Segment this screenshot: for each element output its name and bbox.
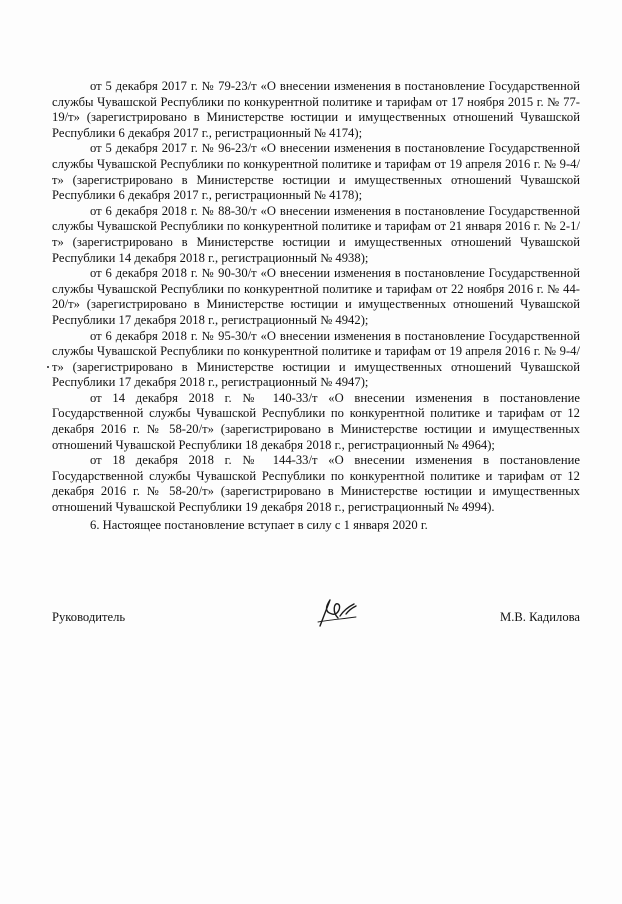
signature-block [52, 608, 580, 638]
signatory-title: Руководитель [52, 610, 126, 624]
list-item: от 5 декабря 2017 г. № 96-23/т «О внесении изменения в постановление Государственной службы Чувашской Республики по конкурентной политике и тарифам от 19 апреля 2016 г. № 9-4/т» (зарегистрировано в Министерстве юстиции и имущественных отношений Чувашской Республики 6 декабря 2017 г., регистрационный № 4178); [52, 141, 580, 203]
effective-date-clause: 6. Настоящее постановление вступает в силу с 1 января 2020 г. [90, 517, 428, 532]
list-item: от 18 декабря 2018 г. № 144-33/т «О внесении изменения в постановление Государственной службы Чувашской Республики по конкурентной политике и тарифам от 12 декабря 2016 г. № 58-20/т» (зарегистрировано в Министерстве юстиции и имущественных отношений Чувашской Республики 19 декабря 2018 г., регистрационный № 4994). [52, 453, 580, 515]
signatory-name: М.В. Кадилова [500, 610, 580, 624]
handwritten-signature-icon [316, 596, 360, 630]
document-body [52, 79, 580, 533]
list-item: от 6 декабря 2018 г. № 95-30/т «О внесении изменения в постановление Государственной службы Чувашской Республики по конкурентной политике и тарифам от 19 апреля 2016 г. № 9-4/т» (зарегистрировано в Министерстве юстиции и имущественных отношений Чувашской Республики 17 декабря 2018 г., регистрационный № 4947); [52, 328, 580, 390]
list-item: от 6 декабря 2018 г. № 88-30/т «О внесении изменения в постановление Государственной службы Чувашской Республики по конкурентной политике и тарифам от 21 января 2016 г. № 2-1/т» (зарегистрировано в Министерстве юстиции и имущественных отношений Чувашской Республики 14 декабря 2018 г., регистрационный № 4938); [52, 203, 580, 265]
list-item: от 6 декабря 2018 г. № 90-30/т «О внесении изменения в постановление Государственной службы Чувашской Республики по конкурентной политике и тарифам от 22 ноября 2016 г. № 44-20/т» (зарегистрировано в Министерстве юстиции и имущественных отношений Чувашской Республики 17 декабря 2018 г., регистрационный № 4942); [52, 266, 580, 327]
scan-speck [47, 366, 49, 368]
list-item: от 14 декабря 2018 г. № 140-33/т «О внесении изменения в постановление Государственной службы Чувашской Республики по конкурентной политике и тарифам от 12 декабря 2016 г. № 58-20/т» (зарегистрировано в Министерстве юстиции и имущественных отношений Чувашской Республики 18 декабря 2018 г., регистрационный № 4964); [52, 390, 580, 452]
list-item: от 5 декабря 2017 г. № 79-23/т «О внесении изменения в постановление Государственной службы Чувашской Республики по конкурентной политике и тарифам от 17 ноября 2015 г. № 77-19/т» (зарегистрировано в Министерстве юстиции и имущественных отношений Чувашской Республики 6 декабря 2017 г., регистрационный № 4174); [52, 79, 580, 140]
